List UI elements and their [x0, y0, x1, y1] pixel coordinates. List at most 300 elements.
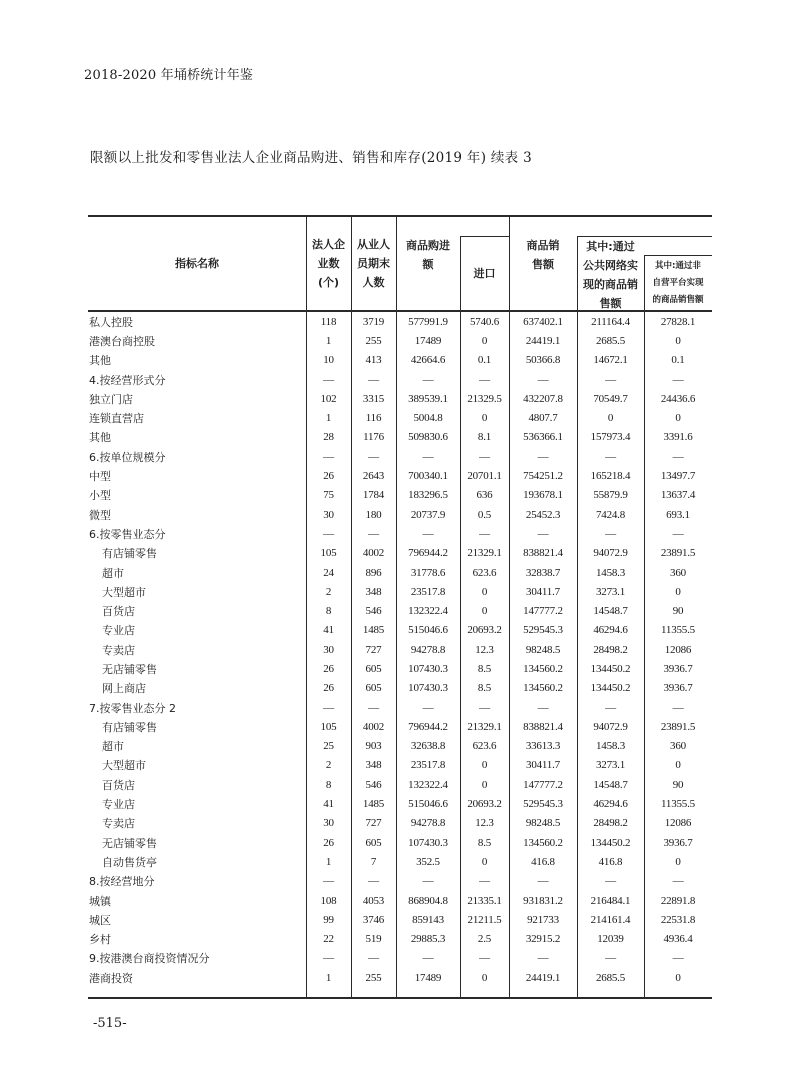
cell-value: 0.1	[671, 354, 685, 367]
cell-value: 546	[365, 778, 382, 791]
cell-value: 107430.3	[408, 662, 448, 675]
table-row	[88, 331, 712, 350]
table-row	[88, 312, 712, 331]
page-number: -515-	[93, 1016, 127, 1031]
header-enterprises: 法人企 业数 (个)	[312, 238, 345, 289]
cell-value: 413	[365, 354, 382, 367]
cell-value: 214161.4	[590, 913, 631, 926]
cell-value: 921733	[527, 913, 559, 926]
cell-value: 3391.6	[663, 431, 693, 444]
cell-value: 107430.3	[408, 682, 448, 695]
row-label: 港商投资	[89, 971, 133, 985]
cell-value: 255	[365, 971, 382, 984]
row-label: 8.按经营地分	[89, 875, 155, 889]
cell-value: 30	[323, 643, 334, 656]
table-row	[88, 794, 712, 813]
cell-value: —	[422, 373, 434, 386]
cell-value: 21335.1	[467, 894, 502, 907]
cell-value: 24	[323, 566, 334, 579]
cell-value: 31778.6	[410, 566, 446, 579]
cell-value: —	[672, 450, 684, 463]
cell-value: —	[368, 373, 379, 386]
row-label: 9.按港澳台商投资情况分	[89, 952, 210, 966]
cell-value: 13637.4	[660, 489, 696, 502]
cell-value: 23891.5	[660, 720, 696, 733]
table-row	[88, 582, 712, 601]
table-row	[88, 505, 712, 524]
cell-value: —	[605, 701, 616, 714]
cell-value: 0	[481, 759, 488, 772]
row-label: 百货店	[102, 605, 135, 619]
cell-value: —	[605, 875, 616, 888]
cell-value: 29885.3	[410, 933, 446, 946]
cell-value: 20737.9	[410, 508, 446, 521]
table-row	[88, 466, 712, 485]
cell-value: 515046.6	[408, 624, 448, 637]
cell-value: 108	[320, 894, 337, 907]
table-row	[88, 949, 712, 968]
row-label: 6.按单位规模分	[89, 450, 166, 464]
table-title: 限额以上批发和零售业法人企业商品购进、销售和库存(2019 年) 续表 3	[90, 150, 532, 166]
cell-value: 0	[607, 412, 614, 425]
cell-value: 0	[481, 855, 488, 868]
cell-value: 2	[325, 585, 332, 598]
cell-value: 12039	[597, 933, 624, 946]
cell-value: —	[323, 527, 334, 540]
cell-value: 1485	[362, 798, 385, 811]
cell-value: 134450.2	[590, 682, 631, 695]
row-label: 连锁直营店	[89, 412, 144, 426]
cell-value: 7	[370, 855, 377, 868]
cell-value: —	[368, 952, 379, 965]
cell-value: 32838.7	[525, 566, 561, 579]
table-row	[88, 852, 712, 871]
cell-value: 30	[323, 817, 334, 830]
row-label: 独立门店	[89, 392, 133, 406]
table-row	[88, 775, 712, 794]
cell-value: 134450.2	[590, 662, 631, 675]
row-label: 7.按零售业态分 2	[89, 701, 176, 715]
cell-value: 105	[320, 720, 337, 733]
cell-value: 727	[365, 643, 382, 656]
cell-value: 180	[365, 508, 382, 521]
cell-value: —	[537, 875, 549, 888]
cell-value: 0	[675, 412, 681, 425]
row-label: 4.按经营形式分	[89, 373, 166, 387]
cell-value: 25	[323, 740, 334, 753]
cell-value: 0	[481, 412, 488, 425]
cell-value: —	[605, 952, 616, 965]
cell-value: 55879.9	[593, 489, 628, 502]
row-label: 无店铺零售	[102, 836, 157, 850]
cell-value: 0	[675, 855, 681, 868]
cell-value: 693.1	[666, 508, 690, 521]
cell-value: 25452.3	[525, 508, 561, 521]
cell-value: 99	[323, 913, 334, 926]
cell-value: —	[422, 527, 434, 540]
cell-value: 28498.2	[593, 817, 628, 830]
cell-value: 90	[672, 778, 684, 791]
cell-value: 132322.4	[408, 605, 448, 618]
cell-value: 931831.2	[523, 894, 563, 907]
row-label: 有店铺零售	[102, 547, 157, 561]
table-row	[88, 544, 712, 563]
cell-value: 4002	[362, 547, 385, 560]
row-label: 中型	[89, 470, 111, 484]
cell-value: 147777.2	[523, 778, 563, 791]
cell-value: 14548.7	[593, 605, 628, 618]
row-label: 百货店	[102, 778, 135, 792]
table-row	[88, 756, 712, 775]
cell-value: 360	[670, 566, 686, 579]
cell-value: 2	[325, 759, 332, 772]
row-label: 专业店	[102, 798, 135, 812]
cell-value: 416.8	[598, 855, 623, 868]
cell-value: 22891.8	[660, 894, 696, 907]
cell-value: 4053	[362, 894, 385, 907]
table-row	[88, 814, 712, 833]
cell-value: 515046.6	[408, 798, 448, 811]
row-label: 自动售货亭	[102, 855, 157, 869]
cell-value: 348	[365, 585, 382, 598]
cell-value: 3719	[362, 315, 385, 328]
cell-value: 21329.1	[467, 720, 502, 733]
row-label: 专业店	[102, 624, 135, 638]
table-row	[88, 408, 712, 427]
table-row	[88, 640, 712, 659]
cell-value: 0.5	[477, 508, 492, 521]
cell-value: 5740.6	[469, 315, 500, 328]
row-label: 超市	[102, 566, 124, 580]
cell-value: 859143	[412, 913, 444, 926]
cell-value: 389539.1	[408, 392, 448, 405]
cell-value: 165218.4	[590, 470, 631, 483]
cell-value: 46294.6	[593, 624, 628, 637]
table-row	[88, 968, 712, 987]
running-head: 2018-2020 年埇桥统计年鉴	[84, 68, 254, 83]
cell-value: 637402.1	[523, 315, 563, 328]
cell-value: —	[323, 875, 334, 888]
cell-value: 416.8	[531, 855, 555, 868]
table-row	[88, 891, 712, 910]
cell-value: —	[422, 875, 434, 888]
cell-value: 134450.2	[590, 836, 631, 849]
statistics-table	[88, 215, 712, 999]
cell-value: 46294.6	[593, 798, 628, 811]
cell-value: 107430.3	[408, 836, 448, 849]
cell-value: 3273.1	[595, 759, 626, 772]
cell-value: 700340.1	[408, 470, 448, 483]
cell-value: 20693.2	[467, 624, 502, 637]
cell-value: —	[479, 450, 490, 463]
cell-value: 28498.2	[593, 643, 628, 656]
cell-value: —	[672, 373, 684, 386]
cell-value: 41	[323, 624, 334, 637]
cell-value: 28	[323, 431, 334, 444]
cell-value: 838821.4	[523, 547, 563, 560]
cell-value: —	[323, 450, 334, 463]
cell-value: —	[537, 952, 549, 965]
cell-value: 0	[481, 334, 488, 347]
cell-value: 0	[481, 585, 488, 598]
cell-value: 94278.8	[410, 643, 446, 656]
cell-value: 605	[365, 682, 382, 695]
cell-value: 1458.3	[595, 740, 626, 753]
cell-value: —	[605, 450, 616, 463]
cell-value: 3936.7	[663, 836, 693, 849]
table-row	[88, 910, 712, 929]
header-non-self-platform: 其中:通过非 自营平台实现 的商品销售额	[652, 260, 704, 305]
cell-value: 26	[323, 662, 334, 675]
cell-value: 105	[320, 547, 337, 560]
cell-value: 26	[323, 836, 334, 849]
cell-value: 26	[323, 682, 334, 695]
cell-value: 2685.5	[595, 971, 626, 984]
cell-value: 23891.5	[660, 547, 696, 560]
cell-value: —	[672, 952, 684, 965]
cell-value: —	[479, 373, 490, 386]
table-row	[88, 351, 712, 370]
header-purchases: 商品购进 额	[406, 239, 450, 271]
row-label: 微型	[89, 508, 111, 522]
cell-value: —	[605, 527, 616, 540]
table-row	[88, 737, 712, 756]
cell-value: 2685.5	[595, 334, 626, 347]
table-row	[88, 486, 712, 505]
cell-value: 8	[325, 778, 332, 791]
row-label: 6.按零售业态分	[89, 527, 166, 541]
table-row	[88, 872, 712, 891]
cell-value: 0	[481, 971, 488, 984]
cell-value: —	[537, 527, 549, 540]
cell-value: 20701.1	[467, 470, 502, 483]
cell-value: 754251.2	[523, 470, 563, 483]
cell-value: 22	[323, 933, 334, 946]
cell-value: 134560.2	[523, 836, 563, 849]
cell-value: 12086	[664, 643, 692, 656]
cell-value: 796944.2	[408, 547, 448, 560]
cell-value: 14548.7	[593, 778, 628, 791]
cell-value: 24419.1	[525, 971, 561, 984]
cell-value: 4002	[362, 720, 385, 733]
table-row	[88, 833, 712, 852]
cell-value: 8.5	[477, 662, 492, 675]
cell-value: 8.5	[477, 682, 492, 695]
cell-value: 14672.1	[593, 354, 628, 367]
row-label: 大型超市	[102, 759, 146, 773]
cell-value: 94278.8	[410, 817, 446, 830]
cell-value: 20693.2	[467, 798, 502, 811]
cell-value: 30411.7	[526, 759, 560, 772]
cell-value: 796944.2	[408, 720, 448, 733]
cell-value: 432207.8	[523, 392, 563, 405]
cell-value: 623.6	[472, 740, 497, 753]
header-employees: 从业人 员期末 人数	[357, 238, 390, 289]
cell-value: —	[323, 952, 334, 965]
row-label: 网上商店	[102, 682, 146, 696]
cell-value: —	[323, 701, 334, 714]
cell-value: 5004.8	[413, 412, 443, 425]
table-row	[88, 659, 712, 678]
cell-value: 536366.1	[523, 431, 563, 444]
cell-value: 0	[675, 759, 681, 772]
cell-value: 12.3	[475, 643, 494, 656]
cell-value: —	[672, 875, 684, 888]
cell-value: 21211.5	[467, 913, 502, 926]
cell-value: 519	[365, 933, 382, 946]
cell-value: 75	[323, 489, 334, 502]
cell-value: 94072.9	[593, 720, 628, 733]
cell-value: —	[672, 701, 684, 714]
bottom-rule	[88, 997, 712, 999]
cell-value: 17489	[414, 334, 442, 347]
row-label: 其他	[89, 431, 111, 445]
cell-value: 896	[365, 566, 382, 579]
row-label: 城镇	[89, 894, 111, 908]
cell-value: 636	[476, 489, 493, 502]
cell-value: 10	[323, 354, 334, 367]
header-sales: 商品销 售额	[526, 239, 560, 271]
cell-value: —	[422, 952, 434, 965]
cell-value: 605	[365, 662, 382, 675]
cell-value: 1	[325, 412, 332, 425]
table-row	[88, 621, 712, 640]
cell-value: 1	[325, 334, 332, 347]
cell-value: 0	[481, 605, 488, 618]
cell-value: 30411.7	[526, 585, 560, 598]
cell-value: 546	[365, 605, 382, 618]
cell-value: 30	[323, 508, 334, 521]
cell-value: 134560.2	[523, 682, 563, 695]
cell-value: 116	[365, 412, 382, 425]
cell-value: —	[422, 701, 434, 714]
cell-value: 3273.1	[595, 585, 626, 598]
cell-value: 838821.4	[523, 720, 563, 733]
row-label: 港澳台商控股	[89, 334, 155, 348]
row-label: 专卖店	[102, 817, 135, 831]
cell-value: 90	[672, 605, 684, 618]
cell-value: —	[479, 875, 490, 888]
cell-value: —	[537, 450, 549, 463]
cell-value: 13497.7	[660, 470, 696, 483]
cell-value: 3315	[362, 392, 385, 405]
header-indicator-name: 指标名称	[175, 257, 219, 270]
cell-value: 255	[365, 334, 382, 347]
cell-value: 348	[365, 759, 382, 772]
row-label: 城区	[89, 913, 111, 927]
cell-value: 2.5	[477, 933, 492, 946]
cell-value: 8.1	[477, 431, 492, 444]
cell-value: 4936.4	[663, 933, 693, 946]
cell-value: —	[479, 701, 490, 714]
cell-value: —	[368, 527, 379, 540]
cell-value: 1	[325, 855, 332, 868]
cell-value: 42664.6	[410, 354, 446, 367]
cell-value: 118	[320, 315, 337, 328]
cell-value: 8.5	[477, 836, 492, 849]
cell-value: 3936.7	[663, 662, 693, 675]
cell-value: 24419.1	[525, 334, 561, 347]
table-row	[88, 679, 712, 698]
row-label: 有店铺零售	[102, 720, 157, 734]
cell-value: 0.1	[477, 354, 492, 367]
cell-value: 33613.3	[525, 740, 561, 753]
cell-value: 1176	[363, 431, 384, 444]
cell-value: —	[422, 450, 434, 463]
cell-value: 41	[323, 798, 334, 811]
cell-value: 21329.1	[467, 547, 502, 560]
table-row	[88, 601, 712, 620]
cell-value: 577991.9	[408, 315, 448, 328]
cell-value: 147777.2	[523, 605, 563, 618]
cell-value: 32915.2	[525, 933, 561, 946]
cell-value: 12.3	[475, 817, 494, 830]
header-imports: 进口	[473, 267, 496, 280]
cell-value: 529545.3	[523, 798, 563, 811]
cell-value: 0	[675, 585, 681, 598]
cell-value: 21329.5	[467, 392, 502, 405]
cell-value: 1485	[362, 624, 385, 637]
cell-value: —	[368, 701, 379, 714]
row-label: 乡村	[89, 933, 111, 947]
cell-value: 23517.8	[410, 585, 446, 598]
cell-value: 27828.1	[660, 315, 696, 328]
header-online-sales: 其中:通过 公共网络实 现的商品销 售额	[583, 240, 638, 310]
cell-value: 22531.8	[660, 913, 696, 926]
cell-value: 102	[320, 392, 337, 405]
cell-value: 183296.5	[408, 489, 448, 502]
cell-value: —	[537, 701, 549, 714]
cell-value: 727	[365, 817, 382, 830]
cell-value: 98248.5	[525, 643, 561, 656]
table-row	[88, 389, 712, 408]
cell-value: 193678.1	[523, 489, 563, 502]
cell-value: —	[368, 450, 379, 463]
cell-value: 23517.8	[410, 759, 446, 772]
row-label: 小型	[89, 489, 111, 503]
cell-value: 903	[365, 740, 382, 753]
cell-value: —	[323, 373, 334, 386]
cell-value: 216484.1	[590, 894, 631, 907]
cell-value: —	[537, 373, 549, 386]
cell-value: 352.5	[416, 855, 440, 868]
cell-value: 98248.5	[525, 817, 561, 830]
cell-value: —	[479, 527, 490, 540]
cell-value: 529545.3	[523, 624, 563, 637]
table-row	[88, 930, 712, 949]
cell-value: 32638.8	[410, 740, 446, 753]
cell-value: 12086	[664, 817, 692, 830]
row-label: 其他	[89, 354, 111, 368]
cell-value: 605	[365, 836, 382, 849]
table-row	[88, 428, 712, 447]
cell-value: 94072.9	[593, 547, 628, 560]
row-label: 超市	[102, 740, 124, 754]
table-body	[88, 312, 712, 987]
cell-value: 211164.4	[591, 315, 630, 328]
cell-value: 623.6	[472, 566, 497, 579]
cell-value: 3746	[362, 913, 385, 926]
table-row	[88, 698, 712, 717]
cell-value: 11355.5	[661, 624, 695, 637]
cell-value: 24436.6	[660, 392, 696, 405]
cell-value: 8	[325, 605, 332, 618]
row-label: 大型超市	[102, 585, 146, 599]
cell-value: —	[479, 952, 490, 965]
cell-value: —	[605, 373, 616, 386]
cell-value: 50366.8	[525, 354, 561, 367]
cell-value: 4807.7	[528, 412, 558, 425]
